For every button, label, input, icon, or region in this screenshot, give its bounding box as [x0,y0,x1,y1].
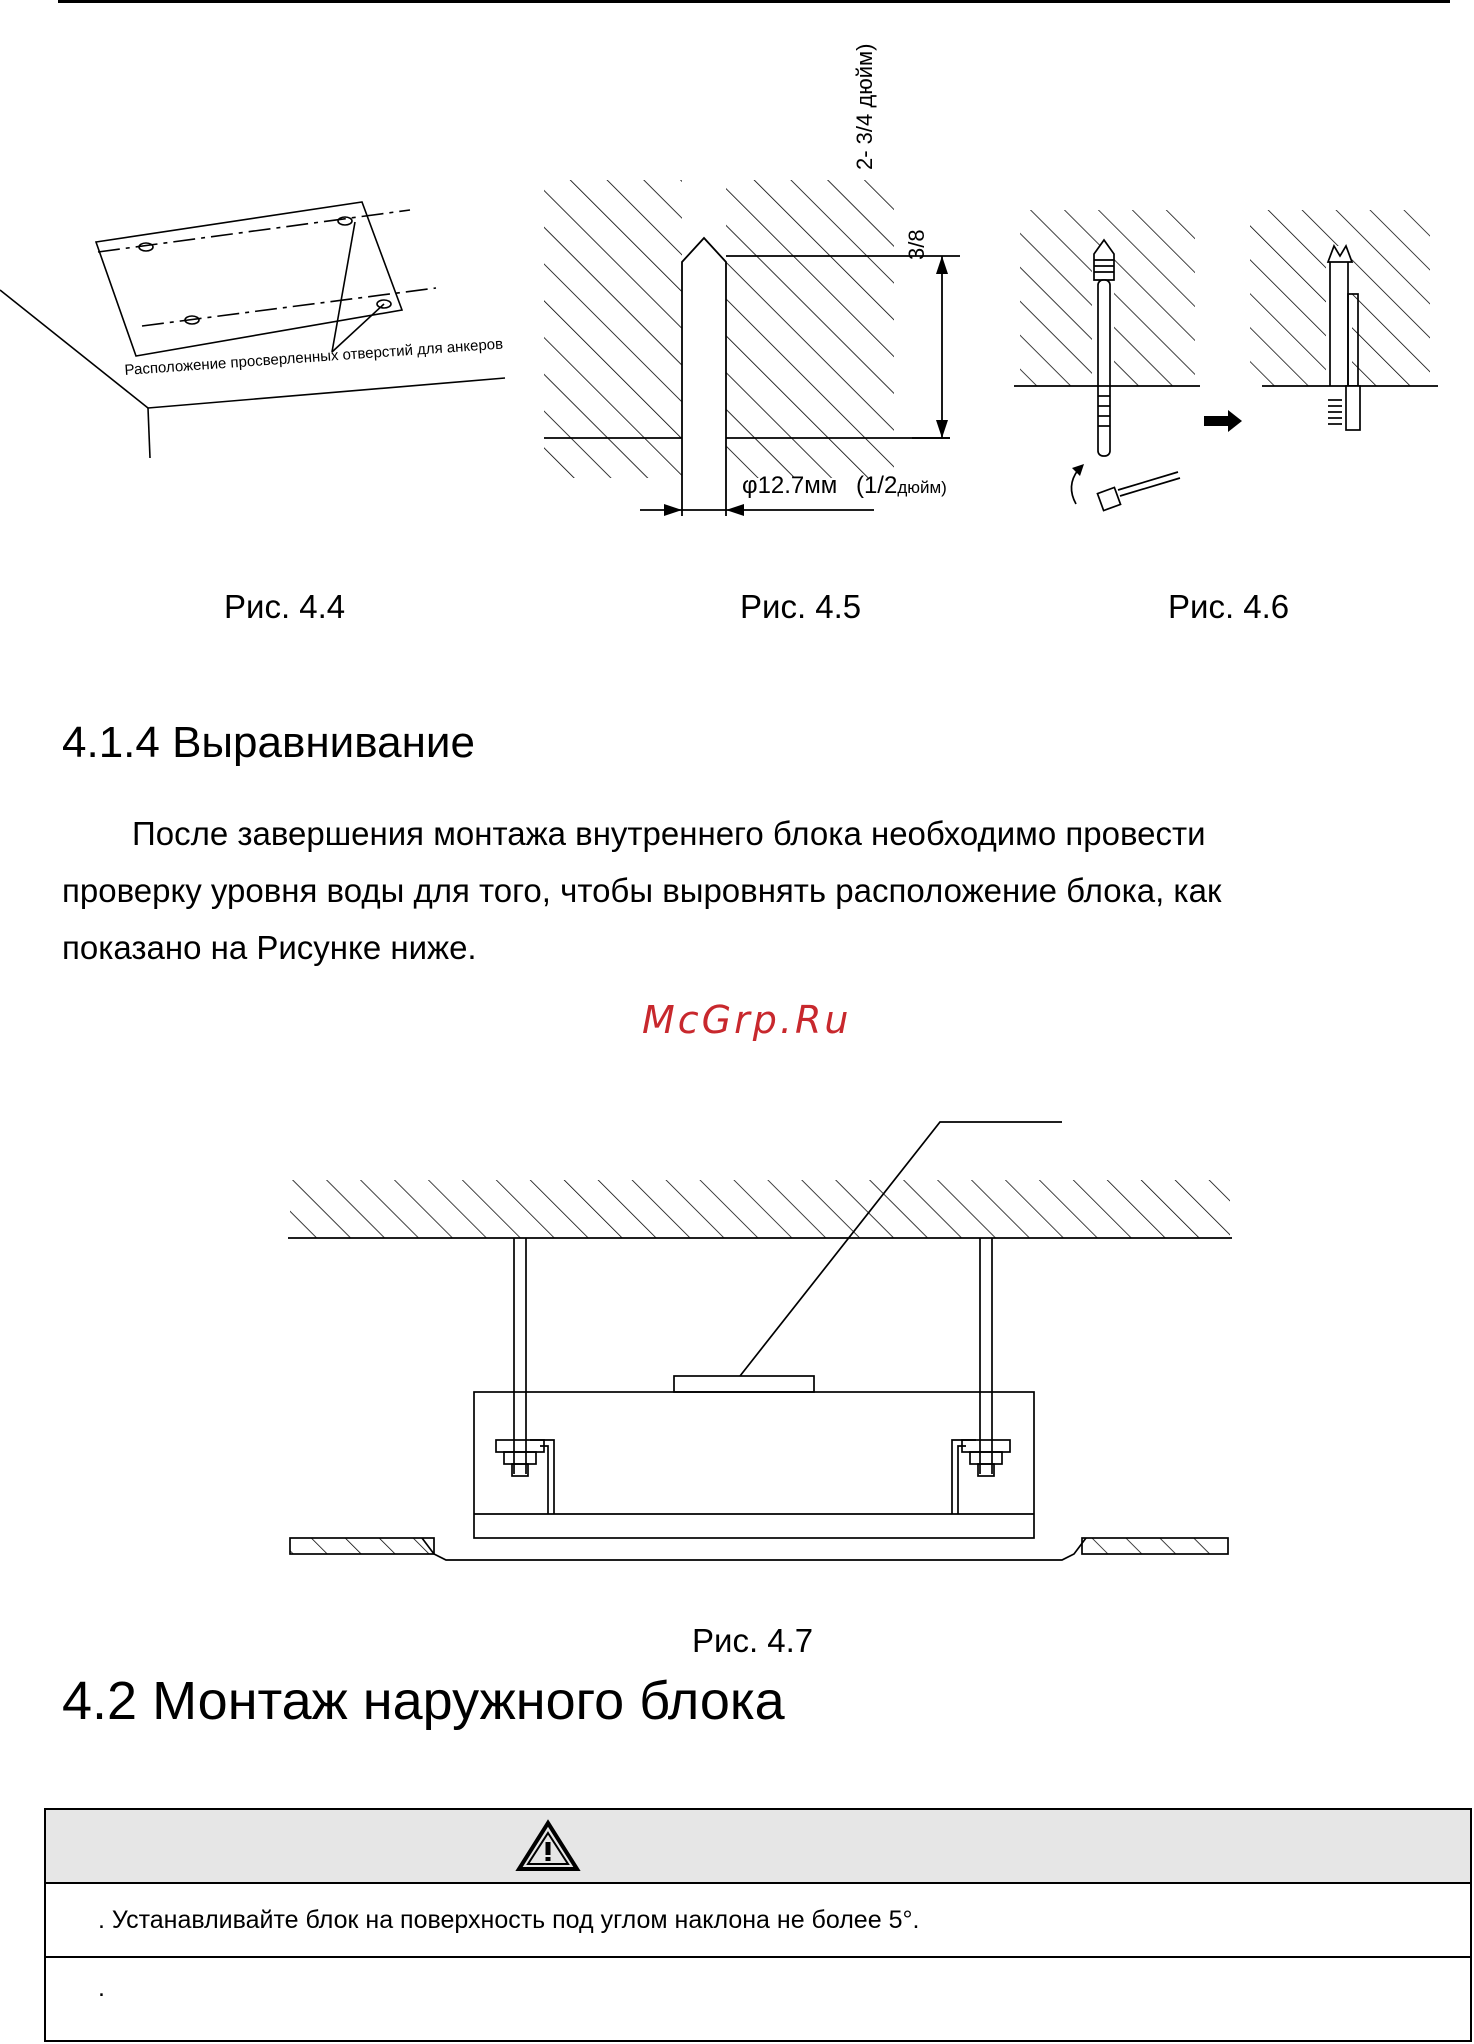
fig44-caption: Рис. 4.4 [224,588,346,625]
warning-header [46,1810,1470,1884]
warning-row-2-text: . [98,1974,105,2002]
fig44-label: Расположение просверленных отверстий для анкеров [124,335,504,379]
figure-4-4-drawing [0,180,530,650]
fig45-diameter-unit: дюйм) [897,478,947,497]
watermark: McGrp.Ru [642,998,852,1042]
section-42-title: 4.2 Монтаж наружного блока [62,1671,785,1731]
warning-row-2 [46,1958,1470,2044]
fig47-caption: Рис. 4.7 [692,1622,814,1659]
paragraph-line-3: показано на Рисунке ниже. [62,929,477,966]
fig45-diameter-mm: φ12.7мм [742,472,838,499]
section-414-title: 4.1.4 Выравнивание [62,718,475,767]
paragraph-line-2: проверку уровня воды для того, чтобы выровнять расположение блока, как [62,872,1222,909]
warning-triangle-icon [516,1820,580,1872]
fig46-caption: Рис. 4.6 [1168,588,1290,625]
top-rule [58,0,1450,3]
warning-row-1 [46,1884,1470,1958]
fig45-caption: Рис. 4.5 [740,588,862,625]
figure-4-5-drawing [540,40,1000,510]
paragraph-line-1: После завершения монтажа внутреннего блока необходимо провести [132,815,1206,852]
warning-table [44,1808,1472,2042]
section-414-paragraph [62,805,1402,976]
figure-4-6-drawing [1010,190,1440,520]
fig45-diameter-label [742,472,947,500]
warning-row-1-text: . Устанавливайте блок на поверхность под углом наклона не более 5°. [98,1906,920,1934]
fig45-depth-sub: 3/8 [904,229,929,260]
fig45-diameter-inch: (1/2 [855,472,898,499]
figure-4-7-drawing [280,1100,1260,1570]
fig45-depth-label: 2- 3/4 дюйм) [852,43,877,170]
